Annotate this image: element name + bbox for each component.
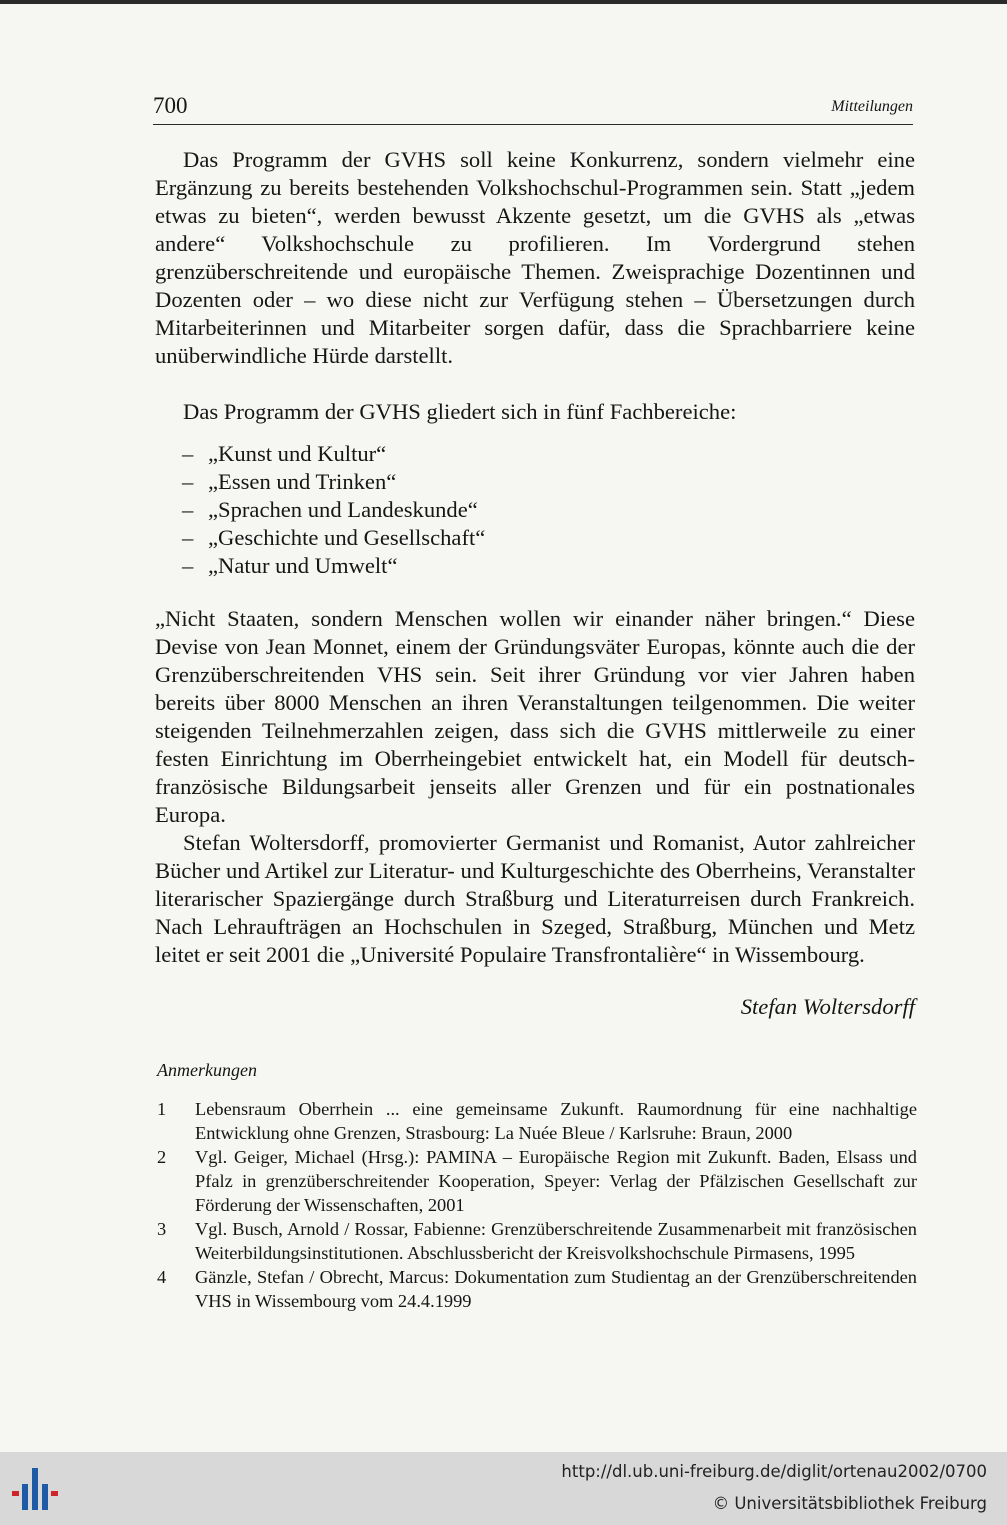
notes-heading: Anmerkungen [157, 1060, 257, 1080]
note-number: 3 [157, 1219, 167, 1239]
list-item-text: „Natur und Umwelt“ [208, 553, 398, 578]
note-text: Vgl. Geiger, Michael (Hrsg.): PAMINA – Europäische Region mit Zukunft. Baden, Elsass und Pfalz in grenzüberschreitender Kooperation, Speyer: Verlag der Pfälzischen Gesellschaft zur Förderung der Wissenschaften, 2001 [195, 1147, 917, 1215]
note-text: Vgl. Busch, Arnold / Rossar, Fabienne: Grenzüberschreitende Zusammenarbeit mit französischen Weiterbildungsinstitutionen. Abschlussbericht der Kreisvolkshochschule Pirmasens, 1995 [195, 1219, 917, 1263]
notes-list [157, 1097, 917, 1313]
list-item-text: „Geschichte und Gesellschaft“ [208, 525, 486, 550]
page-header [153, 92, 913, 125]
ub-freiburg-logo-icon[interactable] [10, 1464, 66, 1514]
permalink-url[interactable]: http://dl.ub.uni-freiburg.de/diglit/ortenau2002/0700 [561, 1462, 987, 1481]
paragraph-2: Das Programm der GVHS gliedert sich in fünf Fachbereiche: [183, 399, 737, 424]
list-item [182, 524, 485, 552]
list-item [182, 496, 485, 524]
author-signature: Stefan Woltersdorff [740, 994, 915, 1019]
list-dash: – [182, 497, 194, 522]
note-item [157, 1097, 917, 1145]
paragraph-4: Stefan Woltersdorff, promovierter Germanist und Romanist, Autor zahlreicher Bücher und Artikel zur Literatur- und Kulturgeschichte des Oberrheins, Veranstalter literarischer Spaziergänge durch Straßburg und Literaturreisen durch Frankreich. Nach Lehraufträgen an Hochschulen in Szeged, Straßburg, München und Metz leitet er seit 2001 die „Université Populaire Transfrontalière“ in Wissembourg. [155, 830, 915, 967]
list-item-text: „Kunst und Kultur“ [208, 441, 387, 466]
note-text: Gänzle, Stefan / Obrecht, Marcus: Dokumentation zum Studientag an der Grenzüberschreitenden VHS in Wissembourg vom 24.4.1999 [195, 1267, 917, 1311]
note-number: 4 [157, 1267, 167, 1287]
paragraph-3: „Nicht Staaten, sondern Menschen wollen wir einander näher bringen.“ Diese Devise von Jean Monnet, einem der Gründungsväter Europas, könnte auch die der Grenzüberschreitenden VHS sein. Seit ihrer Gründung vor vier Jahren haben bereits über 8000 Menschen an ihren Veranstaltungen teilgenommen. Die weiter steigenden Teilnehmerzahlen zeigen, dass sich die GVHS mittlerweile zu einer festen Einrichtung im Oberrheingebiet entwickelt hat, ein Modell für deutsch-französische Bildungsarbeit jenseits aller Grenzen und für ein postnationales Europa. [155, 606, 915, 827]
paragraph-1: Das Programm der GVHS soll keine Konkurrenz, sondern vielmehr eine Ergänzung zu bereits bestehenden Volkshochschul-Programmen sein. Statt „jedem etwas zu bieten“, werden bewusst Akzente gesetzt, um die GVHS als „etwas andere“ Volkshochschule zu profilieren. Im Vordergrund stehen grenzüberschreitende und europäische Themen. Zweisprachige Dozentinnen und Dozenten oder – wo diese nicht zur Verfügung stehen – Übersetzungen durch Mitarbeiterinnen und Mitarbeiter sorgen dafür, dass die Sprachbarriere keine unüberwindliche Hürde darstellt. [155, 147, 915, 368]
paragraph-fachbereiche [155, 398, 915, 426]
list-dash: – [182, 525, 194, 550]
paragraph-monnet-block [155, 605, 915, 969]
note-item [157, 1145, 917, 1217]
list-dash: – [182, 553, 194, 578]
list-dash: – [182, 441, 194, 466]
note-number: 2 [157, 1147, 167, 1167]
paragraph-intro [155, 146, 915, 370]
note-text: Lebensraum Oberrhein ... eine gemeinsame Zukunft. Raumordnung für eine nachhaltige Entwicklung ohne Grenzen, Strasbourg: La Nuée Bleue / Karlsruhe: Braun, 2000 [195, 1099, 917, 1143]
fachbereiche-list [182, 440, 485, 580]
list-item-text: „Essen und Trinken“ [208, 469, 397, 494]
list-dash: – [182, 469, 194, 494]
note-item [157, 1217, 917, 1265]
top-edge-rule [0, 0, 1007, 4]
note-item [157, 1265, 917, 1313]
running-title: Mitteilungen [831, 98, 913, 115]
copyright-notice: © Universitätsbibliothek Freiburg [712, 1494, 987, 1513]
note-number: 1 [157, 1099, 167, 1119]
list-item [182, 440, 485, 468]
list-item-text: „Sprachen und Landeskunde“ [208, 497, 478, 522]
list-item [182, 468, 485, 496]
list-item [182, 552, 485, 580]
library-footer [0, 1452, 1007, 1525]
page-number: 700 [153, 93, 188, 118]
